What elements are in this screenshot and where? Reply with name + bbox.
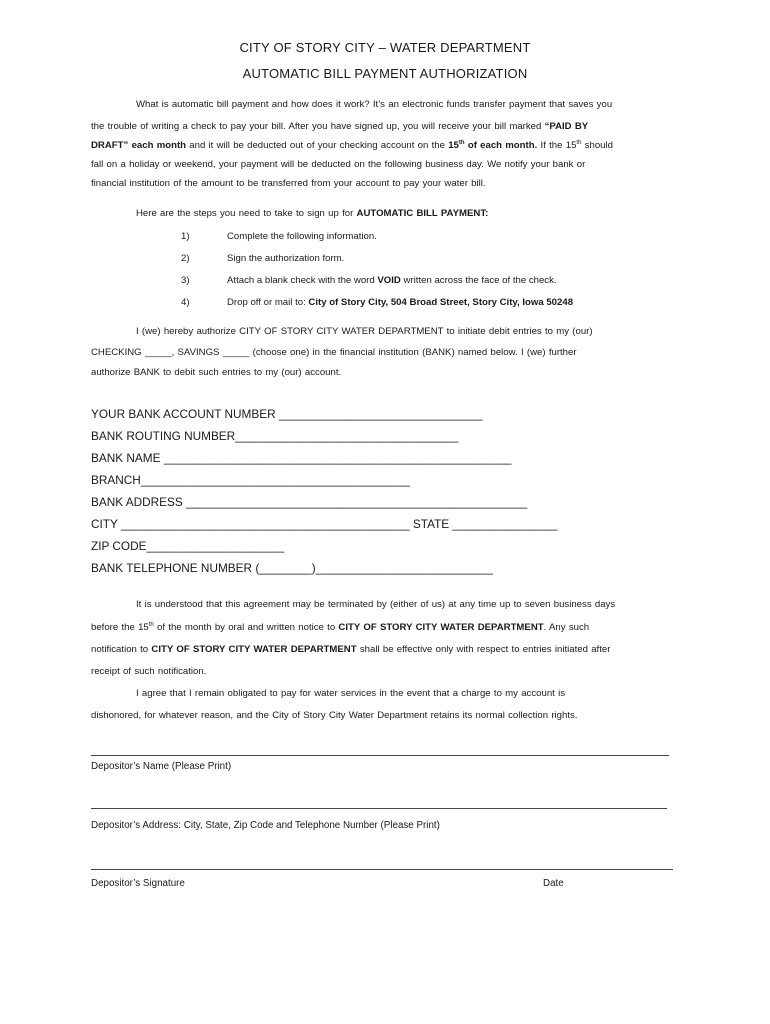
steps-lead-bold: AUTOMATIC BILL PAYMENT: [356,208,489,219]
terms-text: before the 15 [91,622,149,633]
zip-code-field[interactable]: ZIP CODE_____________________ [91,539,285,553]
city-state-field[interactable]: CITY ____________________________________________ STATE ________________ [91,517,558,531]
bank-account-number-field[interactable]: YOUR BANK ACCOUNT NUMBER _______________________________ [91,407,483,421]
authorize-line-1: I (we) hereby authorize CITY OF STORY CITY WATER DEPARTMENT to initiate debit entries to my (our) [136,326,593,337]
steps-lead [91,208,726,220]
step-number: 3) [181,275,190,286]
ordinal-suffix: th [576,140,582,146]
authorize-line-2: CHECKING _____, SAVINGS _____ (choose one) in the financial institution (BANK) named below. I (we) further [91,347,577,358]
intro-line-4: fall on a holiday or weekend, your payment will be deducted on the following business day. We notify your bank or [91,159,586,170]
date-label: Date [543,878,564,889]
terms-line-1: It is understood that this agreement may be terminated by (either of us) at any time up to seven business days [136,599,616,610]
terms-line-5: I agree that I remain obligated to pay for water services in the event that a charge to my account is [136,688,566,699]
bank-address-field[interactable]: BANK ADDRESS ____________________________________________________ [91,495,528,509]
intro-line-1: What is automatic bill payment and how does it work? It’s an electronic funds transfer payment that saves you [136,99,613,110]
intro-text: If the 15 [537,140,577,151]
form-subtitle: AUTOMATIC BILL PAYMENT AUTHORIZATION [242,66,528,81]
depositor-address-label: Depositor’s Address: City, State, Zip Code and Telephone Number (Please Print) [91,820,440,831]
intro-line-2 [91,121,681,133]
intro-text: the trouble of writing a check to pay your bill. After you have signed up, you will receive your bill marked [91,121,545,132]
form-title: CITY OF STORY CITY – WATER DEPARTMENT [239,40,531,55]
step-text: Complete the following information. [227,231,377,242]
steps-lead-text: Here are the steps you need to take to sign up for [136,208,357,219]
intro-line-3 [91,140,681,152]
intro-bold: 15 [448,140,459,151]
bank-name-field[interactable]: BANK NAME _____________________________________________________ [91,451,512,465]
terms-line-3 [91,644,681,656]
depositor-name-line[interactable] [91,755,669,756]
step-number: 1) [181,231,190,242]
authorize-line-3: authorize BANK to debit such entries to my (our) account. [91,367,342,378]
intro-bold: of each month. [464,140,538,151]
terms-text: shall be effective only with respect to entries initiated after [356,644,611,655]
intro-text: and it will be deducted out of your checking account on the [186,140,449,151]
step-text: Sign the authorization form. [227,253,345,264]
depositor-signature-line[interactable] [91,869,673,870]
terms-line-4: receipt of such notification. [91,666,207,677]
terms-bold: CITY OF STORY CITY WATER DEPARTMENT [151,644,357,655]
intro-bold: “PAID BY [544,121,589,132]
step-text [227,297,573,308]
mailing-address: City of Story City, 504 Broad Street, Story City, Iowa 50248 [308,297,574,308]
branch-field[interactable]: BRANCH_________________________________________ [91,473,410,487]
depositor-name-label: Depositor’s Name (Please Print) [91,761,232,772]
step-text-part: Attach a blank check with the word [227,275,378,286]
depositor-signature-label: Depositor’s Signature [91,878,185,889]
step-text-part: Drop off or mail to: [227,297,309,308]
terms-text: of the month by oral and written notice to [153,622,339,633]
step-number: 2) [181,253,190,264]
intro-line-5: financial institution of the amount to be transferred from your account to pay your water bill. [91,178,486,189]
step-text-bold: VOID [377,275,401,286]
terms-text: notification to [91,644,152,655]
step-number: 4) [181,297,190,308]
terms-text: . Any such [543,622,590,633]
terms-line-6: dishonored, for whatever reason, and the City of Story City Water Department retains its normal collection rights. [91,710,578,721]
intro-text: should [581,140,613,151]
bank-routing-number-field[interactable]: BANK ROUTING NUMBER__________________________________ [91,429,459,443]
intro-bold: DRAFT” each month [91,140,187,151]
bank-telephone-field[interactable]: BANK TELEPHONE NUMBER (________)___________________________ [91,561,493,575]
depositor-address-line[interactable] [91,808,667,809]
ordinal-suffix: th [148,622,154,628]
step-text-part: written across the face of the check. [400,275,557,286]
terms-bold: CITY OF STORY CITY WATER DEPARTMENT [338,622,544,633]
ordinal-suffix: th [458,140,465,146]
terms-line-2 [91,622,681,634]
step-text [227,275,557,286]
